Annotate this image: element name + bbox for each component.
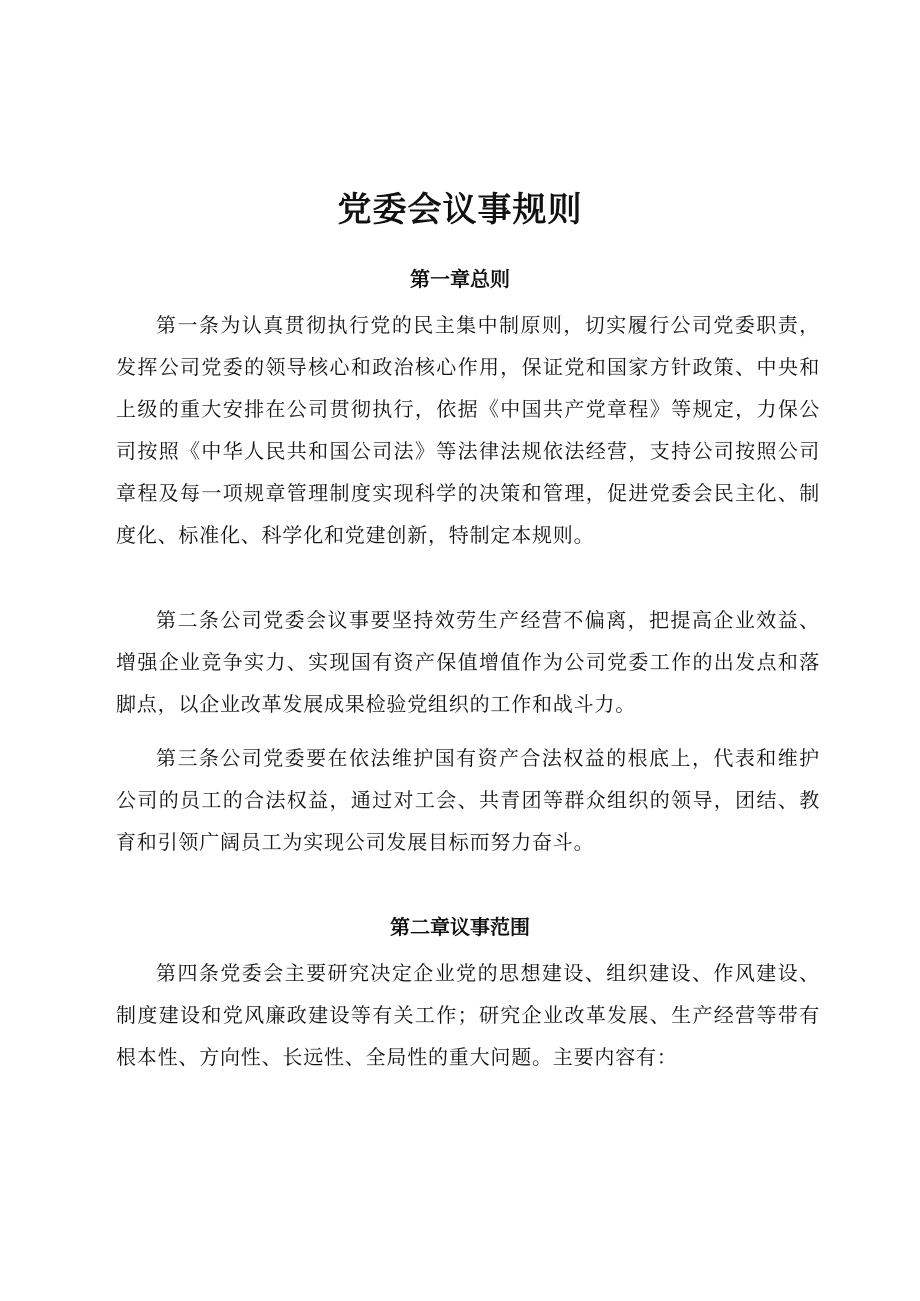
article-2: 第二条公司党委会议事要坚持效劳生产经营不偏离，把提高企业效益、增强企业竞争实力、实现国有资产保值增值作为公司党委工作的出发点和落脚点，以企业改革发展成果检验党组织的工作和战斗力。	[116, 608, 820, 716]
article-1: 第一条为认真贯彻执行党的民主集中制原则，切实履行公司党委职责，发挥公司党委的领导核心和政治核心作用，保证党和国家方针政策、中央和上级的重大安排在公司贯彻执行，依据《中国共产党章程》等规定，力保公司按照《中华人民共和国公司法》等法律法规依法经营，支持公司按照公司章程及每一项规章管理制度实现科学的决策和管理，促进党委会民主化、制度化、标准化、科学化和党建创新，特制定本规则。	[116, 313, 820, 547]
chapter-heading: 第一章总则	[410, 267, 510, 291]
article-3: 第三条公司党委要在依法维护国有资产合法权益的根底上，代表和维护公司的员工的合法权益，通过对工会、共青团等群众组织的领导，团结、教育和引领广阔员工为实现公司发展目标而努力奋斗。	[116, 746, 820, 854]
article-4: 第四条党委会主要研究决定企业党的思想建设、组织建设、作风建设、制度建设和党风廉政建设等有关工作；研究企业改革发展、生产经营等带有根本性、方向性、长远性、全局性的重大问题。主要内容有：	[116, 961, 820, 1069]
chapter-heading: 第二章议事范围	[390, 915, 530, 939]
document-title: 党委会议事规则	[337, 190, 583, 230]
